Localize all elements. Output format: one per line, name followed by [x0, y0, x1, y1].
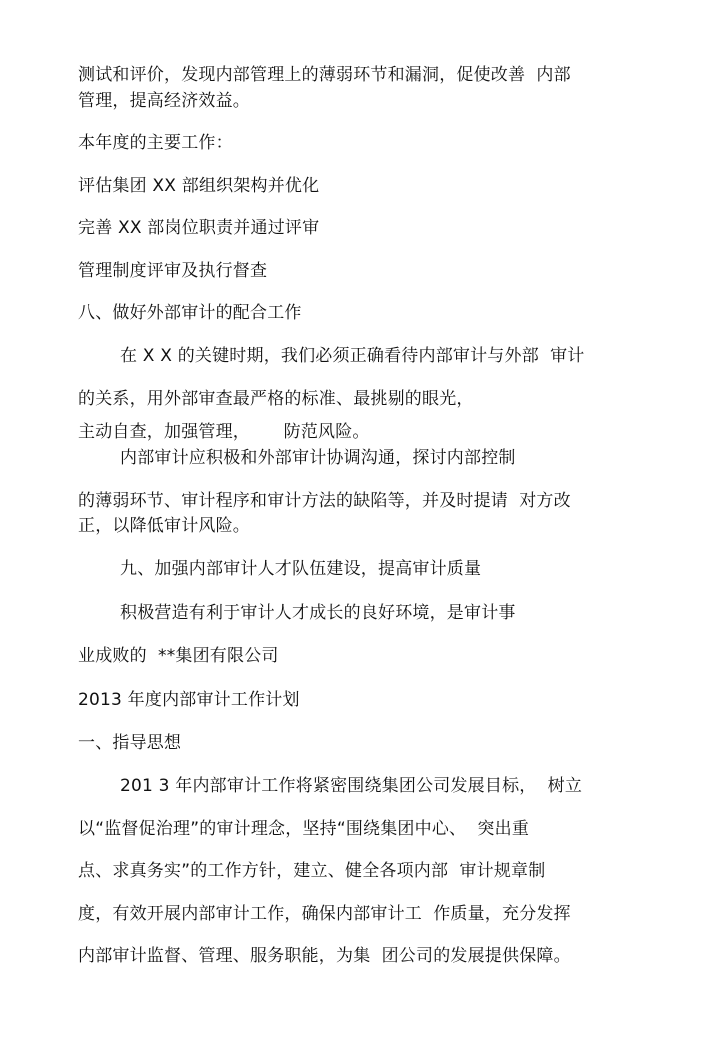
- text-line: 积极营造有利于审计人才成长的良好环境，是审计事: [120, 603, 516, 623]
- text-line: 内部审计监督、管理、服务职能，为集 团公司的发展提供保障。: [78, 946, 571, 966]
- text-line: 以“监督促治理”的审计理念，坚持“围绕集团中心、 突出重: [78, 819, 530, 839]
- text-line: 完善 XX 部岗位职责并通过评审: [78, 218, 320, 238]
- text-line: 管理，提高经济效益。: [78, 91, 250, 111]
- text-line: 点、求真务实”的工作方针，建立、健全各项内部 审计规章制: [78, 861, 546, 881]
- text-line: 的薄弱环节、审计程序和审计方法的缺陷等，并及时提请 对方改: [78, 491, 571, 511]
- section-heading: 一、指导思想: [78, 733, 182, 753]
- text-line: 本年度的主要工作：: [78, 133, 233, 153]
- text-line: 业成败的 **集团有限公司: [78, 646, 279, 666]
- text-line: 评估集团 XX 部组织架构并优化: [78, 176, 320, 196]
- text-line: 正，以降低审计风险。: [78, 516, 250, 536]
- text-line: 管理制度评审及执行督查: [78, 261, 268, 281]
- document-title: 2013 年度内部审计工作计划: [78, 690, 300, 710]
- text-line: 在 X X 的关键时期，我们必须正确看待内部审计与外部 审计: [120, 346, 585, 366]
- text-line: 201 3 年内部审计工作将紧密围绕集团公司发展目标， 树立: [120, 776, 583, 796]
- text-line: 测试和评价，发现内部管理上的薄弱环节和漏洞，促使改善 内部: [78, 65, 571, 85]
- text-line: 的关系，用外部审查最严格的标准、最挑剔的眼光，: [78, 389, 474, 409]
- text-line: 内部审计应积极和外部审计协调沟通，探讨内部控制: [120, 448, 516, 468]
- section-heading: 九、加强内部审计人才队伍建设，提高审计质量: [120, 559, 482, 579]
- text-line: 主动自查，加强管理， 防范风险。: [78, 422, 370, 442]
- section-heading: 八、做好外部审计的配合工作: [78, 303, 302, 323]
- text-line: 度，有效开展内部审计工作，确保内部审计工 作质量，充分发挥: [78, 904, 571, 924]
